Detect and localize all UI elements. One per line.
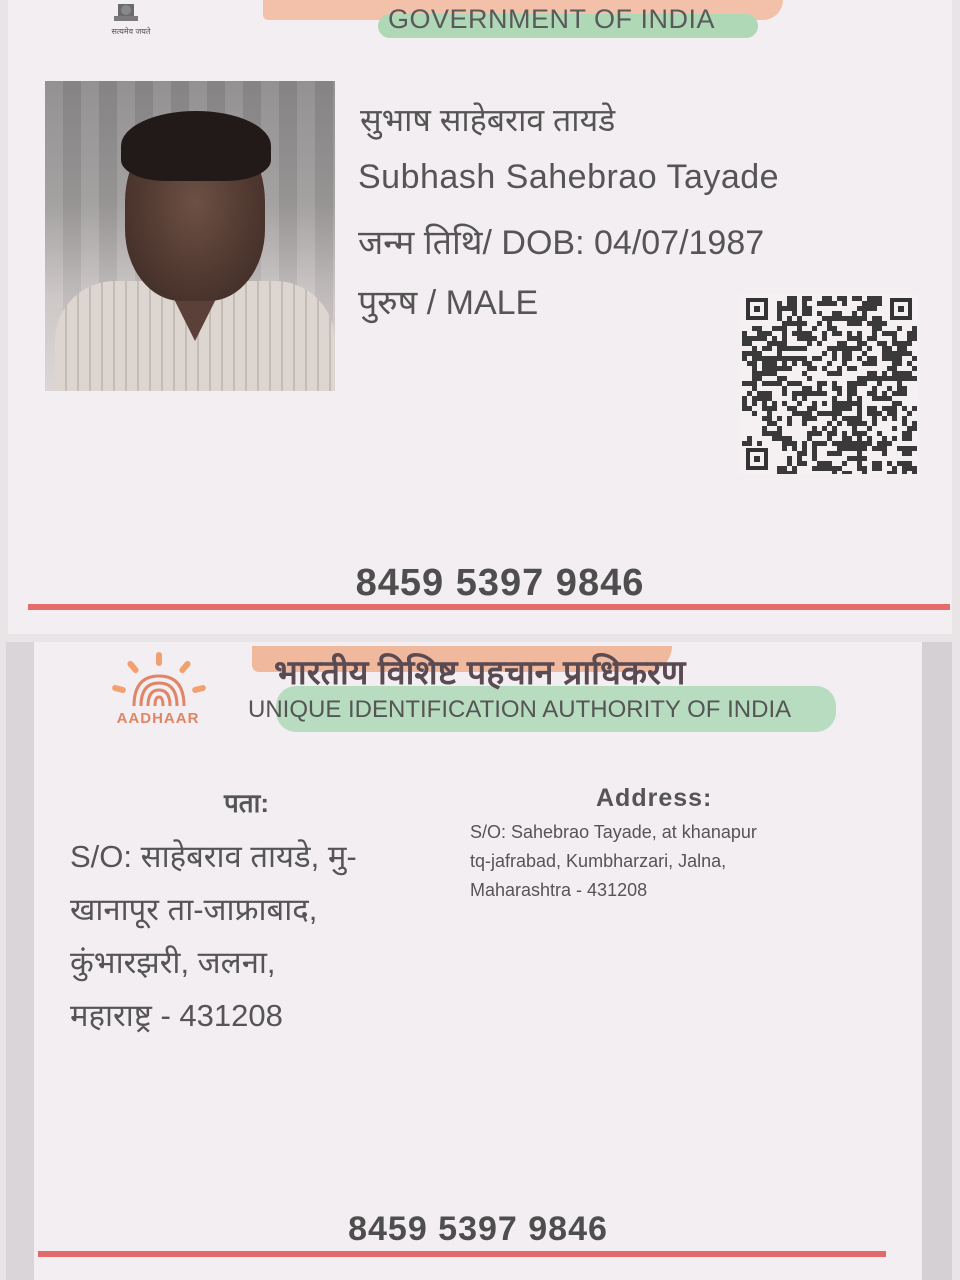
address-hindi-line: S/O: साहेबराव तायडे, मु- <box>70 839 357 874</box>
holder-photo <box>45 81 335 391</box>
gender: पुरुष / MALE <box>358 284 539 322</box>
qr-code-pattern <box>740 294 918 474</box>
address-label-english: Address: <box>596 784 713 812</box>
address-label-hindi: पता: <box>224 788 269 818</box>
qr-finder-bottom-left <box>746 448 768 470</box>
aadhaar-logo-text: AADHAAR <box>116 710 200 727</box>
government-title: GOVERNMENT OF INDIA <box>388 4 716 34</box>
card-edge-left <box>6 642 34 1280</box>
address-hindi-line: खानापूर ता-जाफ्राबाद, <box>70 892 318 927</box>
address-english-line: Maharashtra - 431208 <box>470 880 648 900</box>
authority-title-hindi: भारतीय विशिष्ट पहचान प्राधिकरण <box>274 654 686 692</box>
address-hindi-line: महाराष्ट्र - 431208 <box>70 998 283 1033</box>
address-hindi-line: कुंभारझरी, जलना, <box>70 945 276 980</box>
authority-title-english: UNIQUE IDENTIFICATION AUTHORITY OF INDIA <box>248 696 792 723</box>
qr-finder-top-left <box>746 298 768 320</box>
red-divider-back <box>38 1251 886 1257</box>
address-hindi <box>70 830 440 1042</box>
address-english <box>470 818 870 905</box>
qr-finder-top-right <box>890 298 912 320</box>
red-divider-front <box>28 604 950 610</box>
address-english-line: tq-jafrabad, Kumbharzari, Jalna, <box>470 851 727 871</box>
aadhaar-card-front <box>8 0 952 634</box>
card-edge-right <box>922 642 952 1280</box>
aadhaar-card-back <box>6 642 952 1280</box>
back-card-body <box>34 642 922 1280</box>
holder-name-hindi: सुभाष साहेबराव तायडे <box>360 102 616 138</box>
date-of-birth: जन्म तिथि/ DOB: 04/07/1987 <box>358 224 765 262</box>
photo-hair <box>121 111 271 181</box>
address-english-line: S/O: Sahebrao Tayade, at khanapur <box>470 822 757 842</box>
emblem-caption: सत्यमेव जयते <box>111 27 151 36</box>
holder-name-english: Subhash Sahebrao Tayade <box>358 158 780 196</box>
qr-code <box>740 294 918 474</box>
aadhaar-number-front: 8459 5397 9846 <box>355 562 645 604</box>
aadhaar-number-back: 8459 5397 9846 <box>348 1210 608 1248</box>
